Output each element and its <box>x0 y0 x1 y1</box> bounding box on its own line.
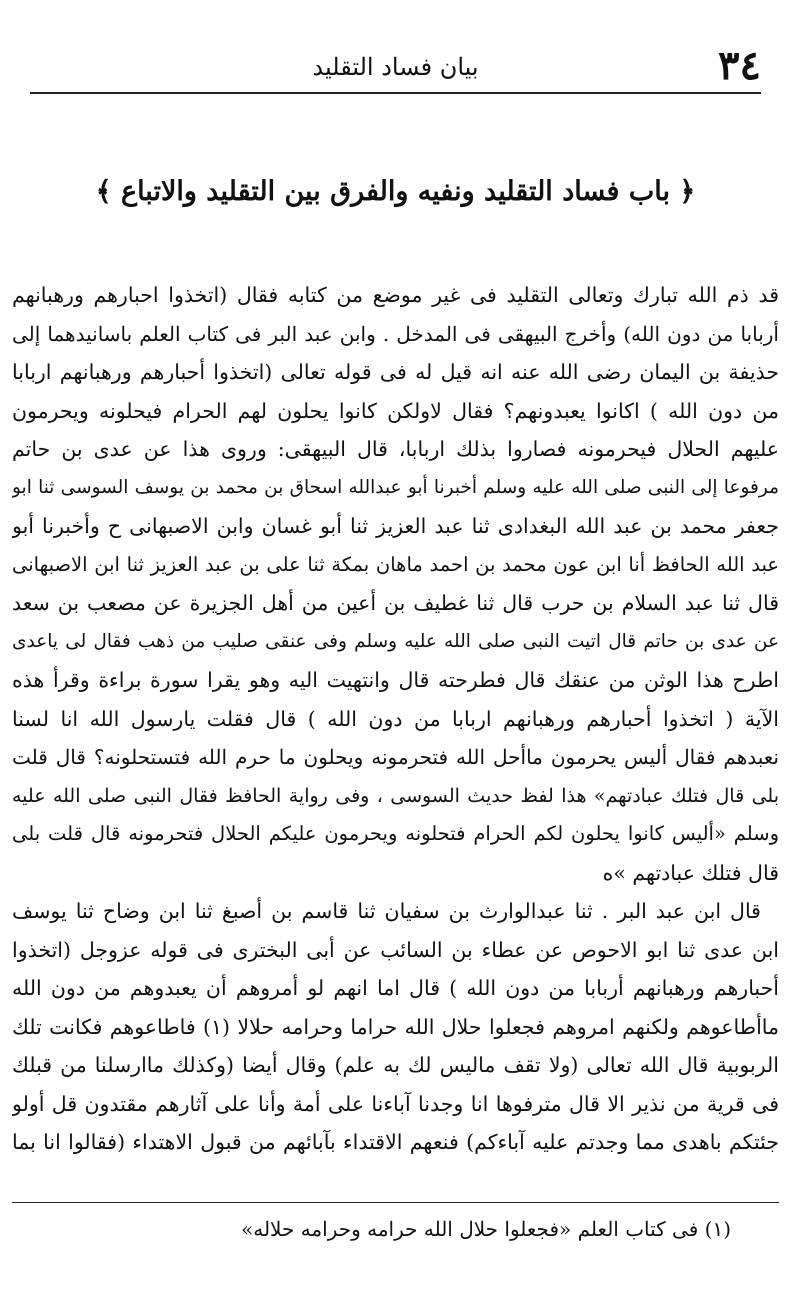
text-line: عن عدى بن حاتم قال اتيت النبى صلى الله عليه وسلم وفى عنقى صليب من ذهب فقال لى ياعدى <box>12 630 779 652</box>
text-line: ابن عدى ثنا ابو الاحوص عن عطاء بن السائب عن أبى البخترى فى قوله عزوجل (اتخذوا <box>12 937 779 962</box>
text-line: قال ابن عبد البر . ثنا عبدالوارث بن سفيان ثنا قاسم بن أصبغ ثنا ابن وضاح ثنا يوسف <box>12 899 761 923</box>
text-line: قال فتلك عبادتهم »ه <box>602 860 779 885</box>
text-line: قد ذم الله تبارك وتعالى التقليد فى غير موضع من كتابه فقال (اتخذوا احبارهم ورهبانهم <box>12 283 779 307</box>
text-line: جعفر محمد بن عبد الله البغدادى ثنا عبد العزيز ثنا أبو غسان وابن الاصبهانى ح وأخبرنا أبو <box>12 514 779 538</box>
text-line: اطرح هذا الوثن من عنقك قال فطرحته قال وانتهيت اليه وهو يقرا سورة براءة وقرأ هذه <box>12 668 779 692</box>
running-title: بيان فساد التقليد <box>312 53 479 81</box>
text-line: مرفوعا إلى النبى صلى الله عليه وسلم أخبرنا أبو عبدالله اسحاق بن محمد بن يوسف السوسى ثنا ابو <box>12 476 779 498</box>
text-line: ماأطاعوهم ولكنهم امروهم فجعلوا حلال الله حراما وحرامه حلالا (١) فاطاعوهم فكانت تلك <box>12 1014 779 1039</box>
body-text <box>12 276 779 1162</box>
text-line: عبد الله الحافظ أنا ابن عون محمد بن احمد ماهان بمكة ثنا على بن عبد العزيز ثنا ابن الاصبهانى <box>12 552 779 576</box>
header-rule <box>30 92 761 94</box>
text-line: نعبدهم فقال أليس يحرمون ماأحل الله فتحرمونه ويحلون ما حرم الله فتستحلونه؟ قال قلت <box>12 745 779 769</box>
page-number: ٣٤ <box>718 42 761 89</box>
footnote: (١) فى كتاب العلم «فجعلوا حلال الله حرامه وحرامه حلاله» <box>241 1217 731 1241</box>
text-line: الآية ( اتخذوا أحبارهم ورهبانهم اربابا من دون الله ) قال فقلت يارسول الله انا لسنا <box>12 706 779 731</box>
text-line: حذيفة بن اليمان رضى الله عنه انه قيل له فى قوله تعالى (اتخذوا أحبارهم ورهبانهم اربابا <box>12 360 779 384</box>
text-line: أحبارهم ورهبانهم أربابا من دون الله ) قال اما انهم لو أمروهم أن يعبدوهم من دون الله <box>12 976 779 1000</box>
text-line: جئتكم باهدى مما وجدتم عليه آباءكم) فنعهم الاقتداء بآبائهم من قبول الاهتداء (فقالوا انا بما <box>12 1130 779 1154</box>
text-line: بلى قال فتلك عبادتهم» هذا لفظ حديث السوسى ، وفى رواية الحافظ فقال النبى صلى الله عليه <box>12 784 779 807</box>
text-line: أربابا من دون الله) وأخرج البيهقى فى المدخل . وابن عبد البر فى كتاب العلم باسانيدهما إلى <box>12 321 779 346</box>
footnote-rule <box>12 1202 779 1203</box>
text-line: وسلم «أليس كانوا يحلون لكم الحرام فتحلونه ويحرمون عليكم الحلال فتحرمونه قال قلت بلى <box>12 822 779 845</box>
text-line: عليهم الحلال فيحرمونه فصاروا بذلك اربابا، قال البيهقى: وروى هذا عن عدى بن حاتم <box>12 437 779 461</box>
page-header <box>30 42 761 94</box>
text-line: قال ثنا عبد السلام بن حرب قال ثنا غطيف بن أعين من أهل الجزيرة عن مصعب بن سعد <box>12 591 779 615</box>
chapter-title: ﴿ باب فساد التقليد ونفيه والفرق بين التقليد والاتباع ﴾ <box>95 176 696 207</box>
text-line: من دون الله ) اكانوا يعبدونهم؟ فقال لاولكن كانوا يحلون لهم الحرام فيحلونه ويحرمون <box>12 398 779 423</box>
text-line: الربوبية قال الله تعالى (ولا تقف ماليس لك به علم) وقال أيضا (وكذلك ماارسلنا من قبلك <box>12 1053 779 1077</box>
text-line: فى قرية من نذير الا قال مترفوها انا وجدنا آباءنا على أمة وأنا على آثارهم مقتدون قل أولو <box>12 1091 779 1116</box>
